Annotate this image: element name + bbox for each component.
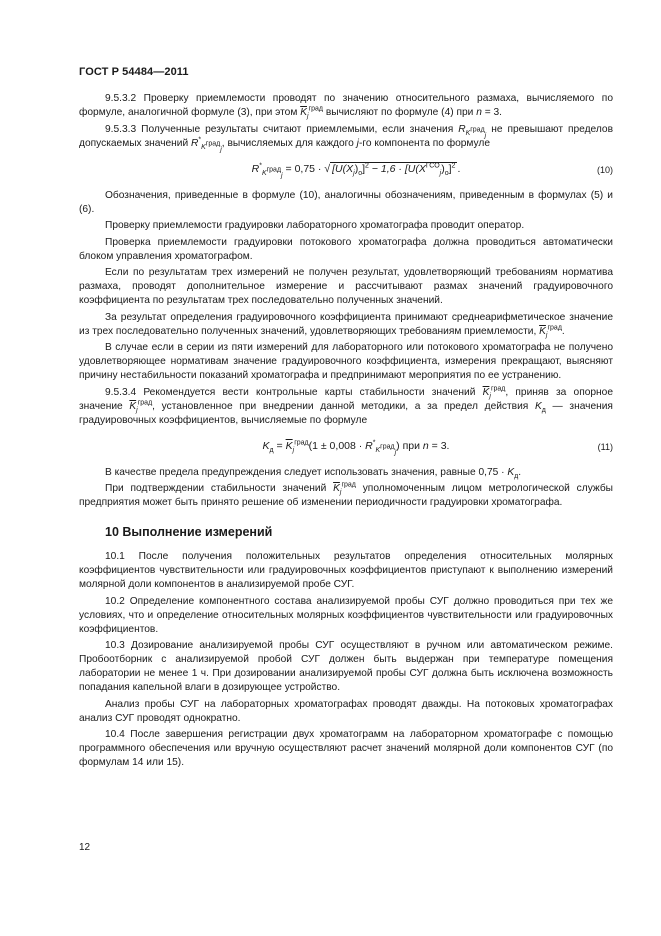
paragraph-9-5-3-4: 9.5.3.4 Рекомендуется вести контрольные карты стабильности значений $\overline{K}_j^{град}$, приняв за опорное значение $\overline{K}_j^{град}$, установленное при внедрении данной методики, а за предел действия $K_д$ — значения градуировочных коэффициентов, вычисляемые по формуле — [79, 385, 613, 426]
sqrt-icon: √ — [324, 163, 331, 176]
paragraph-9-5-3-3: 9.5.3.3 Полученные результаты считают приемлемыми, если значения $R_{K^{град}_j}$ не превышают пределов допускаемых значений $R^*_{K^{град}_j}$, вычисляемых для каждого j-го компонента по формуле — [79, 123, 613, 153]
paragraph-warning-limit: В качестве предела предупреждения следует использовать значения, равные $0,75 \cdot K_д$. — [105, 466, 522, 480]
paragraph-10-3: 10.3 Дозирование анализируемой пробы СУГ осуществляют в ручном или автоматическом режиме. Пробоотборник с анализируемой пробой СУГ должен быть выдержан при температуре помещения лаборатории не менее 1 ч. При дозировании анализируемой пробы СУГ должна быть исключена возможность попадания капельной влаги в дозирующее устройство. — [79, 640, 613, 693]
formula-10: $R^*_{K^{град}_j} = 0,75$ · √ $[U(X_j)_o]^2 - 1,6 \cdot [U(X^{ГСО}_j)_o]^2$ . (10) — [251, 162, 613, 180]
paragraph-stability-confirm: При подтверждении стабильности значений $\overline{K}_j^{град}$ уполномоченным лицом метрологической службы предприятия может быть принято решение об изменении периодичности градуировки хроматографа. — [79, 481, 613, 508]
formula-number-10: (10) — [596, 164, 613, 175]
paragraph-analysis-count: Анализ пробы СУГ на лабораторных хроматографах проводят дважды. На потоковых хроматографах анализ СУГ проводят однократно. — [79, 698, 613, 724]
document-body — [79, 92, 613, 773]
paragraph-mean-result: За результат определения градуировочного коэффициента принимают среднеарифметическое значение из трех последовательно полученных значений, удовлетворяющих требованиям приемлемости, $\overline{K}_j^{град}$. — [79, 311, 613, 339]
paragraph-lab-check: Проверку приемлемости градуировки лабораторного хроматографа проводит оператор. — [105, 220, 525, 231]
paragraph-flow-check: Проверка приемлемости градуировки потокового хроматографа должна проводиться автоматически блоком управления хроматографом. — [79, 236, 613, 262]
paragraph-notation: Обозначения, приведенные в формуле (10), аналогичны обозначениям, приведенным в формулах (5) и (6). — [79, 189, 613, 215]
paragraph-10-4: 10.4 После завершения регистрации двух хроматограмм на лабораторном хроматографе с помощью программного обеспечения или вручную осуществляют расчет значений молярной доли компонентов СУГ (по формулам 14 или 15). — [79, 729, 613, 768]
paragraph-additional-measurement: Если по результатам трех измерений не получен результат, удовлетворяющий требованиям норматива размаха, проводят дополнительное измерение и рассчитывают размах значений градуировочного коэффициента по результатам трех последовательно полученных значений. — [79, 267, 613, 306]
formula-11: $K_д = \overline{K}_j^{град}(1 \pm 0,008 \cdot R^*_{K^{град}_j})$ при n = 3. (11) — [262, 439, 613, 457]
k-mean-symbol: $\overline{K}$ — [300, 107, 307, 118]
formula-number-11: (11) — [597, 441, 613, 452]
paragraph-10-1: 10.1 После получения положительных результатов определения относительных молярных коэффициентов чувствительности или градуировочных коэффициентов приступают к выполнению измерений молярной доли компонентов в анализируемой пробе СУГ. — [79, 551, 613, 590]
section-title-10: 10 Выполнение измерений — [105, 525, 273, 539]
page-number: 12 — [79, 842, 91, 853]
standard-header: ГОСТ Р 54484—2011 — [79, 66, 189, 78]
paragraph-9-5-3-2: 9.5.3.2 Проверку приемлемости проводят по значению относительного размаха, вычисляемого по формуле, аналогичной формуле (3), при этом $\overline{K}_j^{град}$ вычисляют по формуле (4) при n = 3. — [79, 93, 613, 121]
paragraph-instability: В случае если в серии из пяти измерений для лабораторного или потокового хроматографа не получено удовлетворяющее нормативам значение градуировочного коэффициента, измерения прекращают, выясняют причину нестабильности показаний хроматографа и предпринимают мероприятия по ее устранению. — [79, 342, 613, 381]
paragraph-10-2: 10.2 Определение компонентного состава анализируемой пробы СУГ должно проводиться при тех же условиях, что и определение относительных молярных коэффициентов чувствительности или градуировочных коэффициентов. — [79, 595, 613, 635]
